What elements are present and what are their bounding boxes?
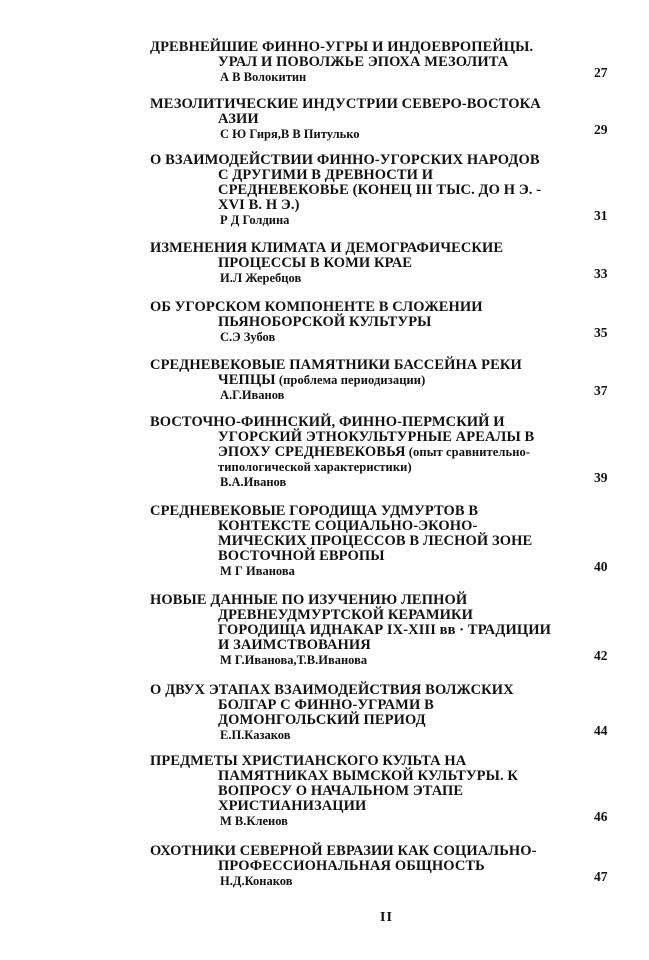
entry-title (150, 504, 532, 564)
entry-page-number: 33 (594, 266, 608, 281)
entry-title-line: С ДРУГИМИ В ДРЕВНОСТИ И (218, 167, 434, 183)
entry-title-line: ЧЕПЦЫ (проблема периодизации) (218, 372, 426, 388)
entry-title-line: ПЬЯНОБОРСКОЙ КУЛЬТУРЫ (218, 314, 432, 330)
entry-title-line: МЕЗОЛИТИЧЕСКИЕ ИНДУСТРИИ СЕВЕРО-ВОСТОКА (150, 96, 541, 112)
entry-author: Н.Д.Конаков (220, 874, 293, 888)
entry-page-number: 42 (594, 648, 608, 663)
entry-title (150, 241, 503, 271)
entry-page-number: 35 (594, 325, 608, 340)
entry-title-line: О ДВУХ ЭТАПАХ ВЗАИМОДЕЙСТВИЯ ВОЛЖСКИХ (150, 682, 514, 698)
entry-title-line: ДРЕВНЕЙШИЕ ФИННО-УГРЫ И ИНДОЕВРОПЕЙЦЫ. (150, 39, 534, 55)
entry-title-line: ИЗМЕНЕНИЯ КЛИМАТА И ДЕМОГРАФИЧЕСКИЕ (150, 240, 504, 256)
entry-title (150, 415, 534, 475)
entry-title-line: ПРОЦЕССЫ В КОМИ КРАЕ (218, 255, 413, 271)
entry-title-line: ПРОФЕССИОНАЛЬНАЯ ОБЩНОСТЬ (218, 858, 485, 874)
entry-author: А В Волокитин (220, 70, 307, 84)
entry-title-line: СРЕДНЕВЕКОВЫЕ ПАМЯТНИКИ БАССЕЙНА РЕКИ (150, 357, 522, 373)
entry-page-number: 37 (594, 383, 608, 398)
entry-author: С Ю Гиря,В В Питулько (220, 127, 360, 141)
entry-page-number: 44 (594, 723, 608, 738)
entry-author: М В.Кленов (220, 814, 288, 828)
entry-title (150, 40, 533, 70)
entry-title-line: И ЗАИМСТВОВАНИЯ (218, 637, 371, 653)
entry-title-line: ВОСТОЧНОЙ ЕВРОПЫ (218, 548, 385, 564)
entry-title (150, 754, 518, 814)
entry-author: И.Л Жеребцов (220, 271, 302, 285)
entry-title (150, 300, 483, 330)
entry-page-number: 31 (594, 208, 608, 223)
entry-page-number: 39 (594, 470, 608, 485)
entry-title (150, 153, 541, 213)
entry-author: Р Д Голдина (220, 213, 290, 227)
entry-title-line: ОХОТНИКИ СЕВЕРНОЙ ЕВРАЗИИ КАК СОЦИАЛЬНО- (150, 843, 537, 859)
entry-title-line: ОБ УГОРСКОМ КОМПОНЕНТЕ В СЛОЖЕНИИ (150, 299, 483, 315)
entry-page-number: 46 (594, 809, 608, 824)
footer-page-number: II (380, 910, 393, 925)
entry-title (150, 844, 537, 874)
entry-author: С.Э Зубов (220, 330, 276, 344)
entry-title (150, 683, 514, 728)
entry-title-line: СРЕДНЕВЕКОВЫЕ ГОРОДИЩА УДМУРТОВ В (150, 503, 479, 519)
entry-title-line: АЗИИ (218, 111, 259, 127)
entry-title-line: ГОРОДИЩА ИДНАКАР IX-XIII вв · ТРАДИЦИИ (218, 622, 551, 638)
entry-title-line: О ВЗАИМОДЕЙСТВИИ ФИННО-УГОРСКИХ НАРОДОВ (150, 152, 540, 168)
entry-page-number: 29 (594, 122, 608, 137)
entry-author: А.Г.Иванов (220, 388, 285, 402)
entry-title-line: НОВЫЕ ДАННЫЕ ПО ИЗУЧЕНИЮ ЛЕПНОЙ (150, 592, 468, 608)
entry-title-line: БОЛГАР С ФИННО-УГРАМИ В (218, 697, 434, 713)
entry-title-line: УРАЛ И ПОВОЛЖЬЕ ЭПОХА МЕЗОЛИТА (218, 54, 509, 70)
entry-title-line: ДОМОНГОЛЬСКИЙ ПЕРИОД (218, 712, 426, 728)
entry-page-number: 27 (594, 65, 608, 80)
entry-author: М Г.Иванова,Т.В.Иванова (220, 653, 368, 667)
entry-title-line: ЭПОХУ СРЕДНЕВЕКОВЬЯ (опыт сравнительно- (218, 444, 531, 460)
entry-author: В.А.Иванов (220, 475, 287, 489)
entry-title-line: ВОСТОЧНО-ФИННСКИЙ, ФИННО-ПЕРМСКИЙ И (150, 414, 505, 430)
entry-title (150, 358, 522, 388)
entry-subtitle: (опыт сравнительно- (405, 445, 531, 459)
entry-title-line: МИЧЕСКИХ ПРОЦЕССОВ В ЛЕСНОЙ ЗОНЕ (218, 533, 533, 549)
entry-title-line: СРЕДНЕВЕКОВЬЕ (КОНЕЦ III ТЫС. ДО Н Э. - (218, 182, 542, 198)
entry-title-line: XVI В. Н Э.) (218, 197, 300, 213)
entry-page-number: 47 (594, 869, 608, 884)
entry-subtitle: типологической характеристики) (218, 460, 412, 474)
entry-title-line: ПРЕДМЕТЫ ХРИСТИАНСКОГО КУЛЬТА НА (150, 753, 467, 769)
entry-author: М Г Иванова (220, 564, 295, 578)
entry-page-number: 40 (594, 559, 608, 574)
entry-title (150, 593, 551, 653)
entry-title-line: ПАМЯТНИКАХ ВЫМСКОЙ КУЛЬТУРЫ. К (218, 768, 519, 784)
entry-title (150, 97, 541, 127)
entry-title-line: ДРЕВНЕУДМУРТСКОЙ КЕРАМИКИ (218, 607, 474, 623)
entry-subtitle: (проблема периодизации) (275, 373, 426, 387)
entry-author: Е.П.Казаков (220, 728, 291, 742)
entry-title-line: КОНТЕКСТЕ СОЦИАЛЬНО-ЭКОНО- (218, 518, 478, 534)
entry-title-line: ВОПРОСУ О НАЧАЛЬНОМ ЭТАПЕ (218, 783, 464, 799)
entry-title-line: ХРИСТИАНИЗАЦИИ (218, 798, 367, 814)
entry-title-line: УГОРСКИЙ ЭТНОКУЛЬТУРНЫЕ АРЕАЛЫ В (218, 429, 535, 445)
